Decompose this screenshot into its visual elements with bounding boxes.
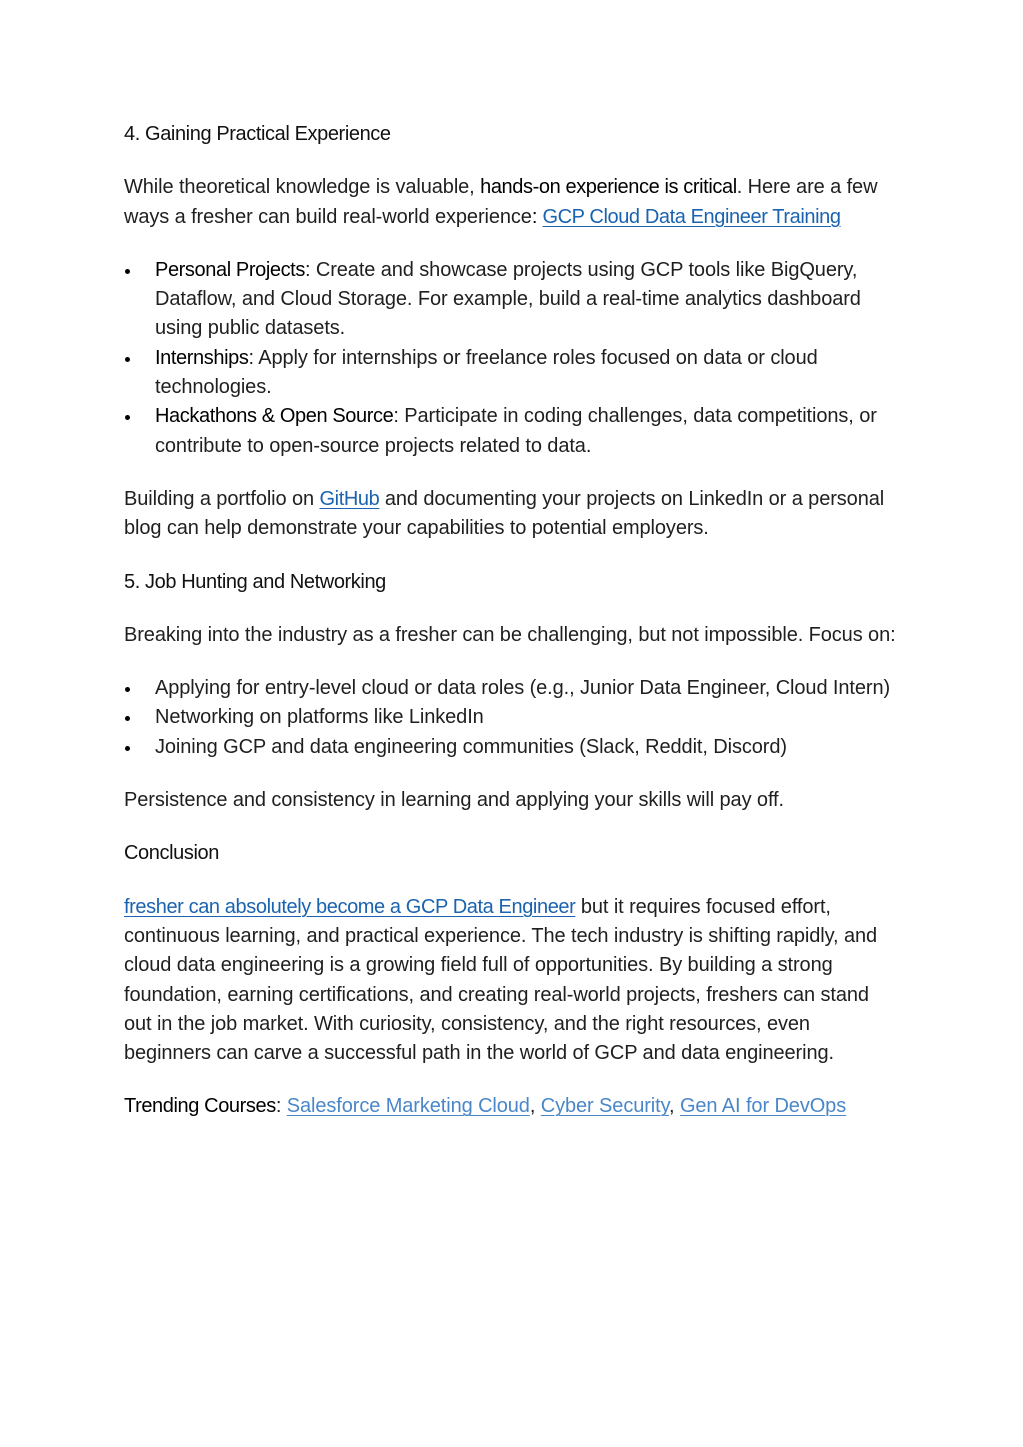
job-hunting-list [124, 674, 899, 762]
intro-colon: : [531, 205, 537, 228]
list-item-text: Joining GCP and data engineering communities (Slack, Reddit, Discord) [155, 735, 787, 758]
trending-courses [124, 1092, 899, 1121]
intro-emphasis: hands-on experience is critical [480, 176, 737, 199]
list-item-title: Personal Projects [155, 258, 305, 281]
practical-experience-list [124, 256, 899, 461]
bullet-icon [125, 357, 130, 362]
bullet-icon [125, 746, 130, 751]
section-heading-practical-experience: 4. Gaining Practical Experience [124, 123, 391, 145]
portfolio-text-1: Building a portfolio on [124, 487, 320, 510]
list-item-title: Internships [155, 346, 249, 369]
list-item-text: : Create and showcase projects using GCP tools like BigQuery, Dataflow, and Cloud Storage. For example, build a real-time analytics dashboard using public datasets. [155, 258, 861, 340]
bullet-icon [125, 716, 130, 721]
list-item [124, 703, 899, 732]
list-item [124, 674, 899, 703]
list-item [124, 402, 899, 461]
gcp-training-link[interactable]: GCP Cloud Data Engineer Training [542, 205, 841, 228]
cyber-security-link[interactable]: Cyber Security [540, 1095, 670, 1118]
list-item [124, 733, 899, 762]
list-item-text: Applying for entry-level cloud or data roles (e.g., Junior Data Engineer, Cloud Intern) [155, 677, 891, 700]
bullet-icon [125, 687, 130, 692]
bullet-icon [125, 269, 130, 274]
practical-experience-intro [124, 173, 899, 232]
bullet-icon [125, 415, 130, 420]
list-item [124, 344, 899, 403]
portfolio-text-2: and documenting your projects on LinkedIn or a personal blog can help demonstrate your capabilities to potential employers. [124, 487, 885, 540]
gcp-data-engineer-link[interactable]: fresher can absolutely become a GCP Data Engineer [124, 895, 576, 918]
list-item-title: Hackathons & Open Source [155, 405, 394, 428]
list-item [124, 256, 899, 344]
separator: , [529, 1095, 541, 1118]
separator: , [669, 1095, 680, 1118]
salesforce-link[interactable]: Salesforce Marketing Cloud [286, 1095, 530, 1118]
trending-label: Trending Courses [124, 1095, 276, 1118]
github-link[interactable]: GitHub [319, 487, 380, 510]
list-item-text: Networking on platforms like LinkedIn [155, 706, 484, 729]
section-heading-conclusion: Conclusion [124, 842, 219, 865]
persistence-paragraph: Persistence and consistency in learning and applying your skills will pay off. [124, 789, 784, 812]
conclusion-paragraph [124, 893, 899, 1069]
list-item-text: : Apply for internships or freelance roles focused on data or cloud technologies. [155, 346, 818, 399]
document-page [124, 120, 899, 1122]
list-item-text: : Participate in coding challenges, data competitions, or contribute to open-source projects related to data. [155, 405, 877, 457]
intro-text-1: While theoretical knowledge is valuable, [124, 176, 481, 199]
conclusion-text: but it requires focused effort, continuous learning, and practical experience. The tech industry is shifting rapidly, and cloud data engineering is a growing field full of opportunities. By building a strong foundation, earning certifications, and creating real-world projects, freshers can stand out in the job market. With curiosity, consistency, and the right resources, even beginners can carve a successful path in the world of GCP and data engineering. [124, 895, 878, 1065]
trending-colon: : [275, 1095, 287, 1118]
section-heading-job-hunting: 5. Job Hunting and Networking [124, 570, 386, 593]
portfolio-paragraph [124, 485, 899, 544]
job-hunting-intro: Breaking into the industry as a fresher can be challenging, but not impossible. Focus on: [124, 623, 896, 646]
intro-text-2: . Here are a few ways a fresher can build real-world experience [124, 176, 878, 228]
gen-ai-devops-link[interactable]: Gen AI for DevOps [679, 1095, 847, 1118]
